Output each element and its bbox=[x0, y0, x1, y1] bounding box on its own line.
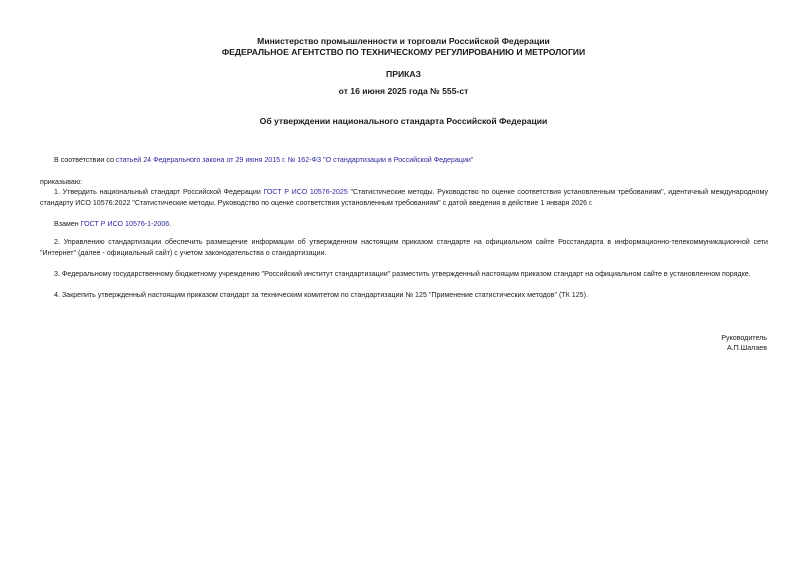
order-word: приказываю: bbox=[40, 178, 83, 186]
item-3-paragraph: 3. Федеральному государственному бюджетному учреждению "Российский институт стандартизации" разместить утвержденный настоящим приказом стандарт на официальном сайте в установленном порядке. bbox=[54, 270, 751, 278]
agency-name: ФЕДЕРАЛЬНОЕ АГЕНТСТВО ПО ТЕХНИЧЕСКОМУ РЕГУЛИРОВАНИЮ И МЕТРОЛОГИИ bbox=[221, 47, 586, 57]
document-subject: Об утверждении национального стандарта Российской Федерации bbox=[259, 116, 548, 126]
gost-10576-2025-link[interactable]: ГОСТ Р ИСО 10576-2025 bbox=[263, 188, 348, 196]
gost-10576-1-2006-link[interactable]: ГОСТ Р ИСО 10576-1-2006 bbox=[80, 220, 170, 228]
item-1-prefix: 1. Утвердить национальный стандарт Российской Федерации bbox=[54, 188, 264, 196]
document-date-number: от 16 июня 2025 года № 555-ст bbox=[338, 86, 469, 96]
item-1-paragraph bbox=[40, 187, 768, 210]
federal-law-link[interactable]: статьей 24 Федерального закона от 29 июня 2015 г. № 162-ФЗ "О стандартизации в Российской Федерации" bbox=[115, 156, 474, 164]
replacement-prefix: Взамен bbox=[54, 220, 81, 228]
item-1-suffix: "Статистические методы. Руководство по оценке соответствия установленным требованиям", идентичный международному стандарту ИСО 10576:2022 "Статистические методы. Руководство по оценке соответствия установленным требованиям" с датой введения в действие 1 января 2026 г. bbox=[40, 188, 768, 208]
preamble-paragraph bbox=[54, 155, 770, 166]
replacement-suffix: . bbox=[169, 220, 172, 228]
ministry-name: Министерство промышленности и торговли Российской Федерации bbox=[257, 36, 550, 46]
signatory-name: А.П.Шалаев bbox=[726, 344, 767, 352]
item-2-paragraph: 2. Управлению стандартизации обеспечить размещение информации об утвержденном настоящим приказом стандарте на официальном сайте Росстандарта в информационно-телекоммуникационной сети "Интернет" (далее - официальный сайт) с учетом законодательства о стандартизации. bbox=[40, 238, 768, 258]
preamble-prefix: В соответствии со bbox=[54, 156, 116, 164]
item-4-paragraph: 4. Закрепить утвержденный настоящим приказом стандарт за техническим комитетом по стандартизации № 125 "Применение статистических методов" (ТК 125). bbox=[54, 291, 588, 299]
document-type: ПРИКАЗ bbox=[386, 69, 421, 79]
replacement-paragraph bbox=[54, 219, 770, 230]
signatory-title: Руководитель bbox=[721, 334, 767, 342]
